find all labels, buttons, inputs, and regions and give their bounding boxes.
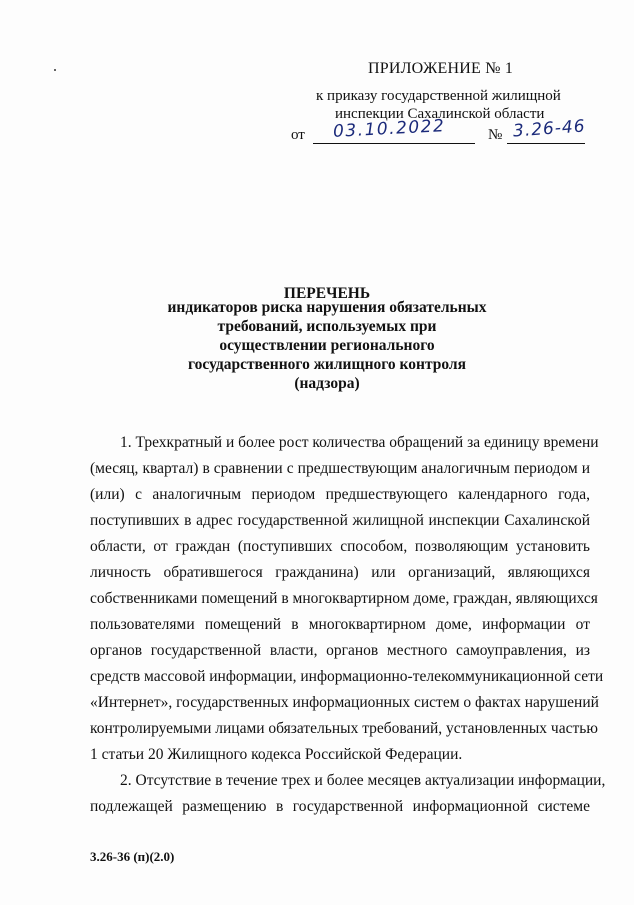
paragraph-1	[90, 430, 604, 768]
date-underline	[313, 143, 475, 144]
subtitle-line: государственного жилищного контроля	[188, 356, 466, 373]
appendix-title: ПРИЛОЖЕНИЕ № 1	[368, 60, 514, 77]
paragraph-line: поступивших в адрес государственной жилищной инспекции Сахалинской	[90, 512, 590, 529]
paragraph-2	[90, 768, 606, 820]
footer-code: 3.26-36 (п)(2.0)	[90, 849, 175, 864]
paragraph-line: подлежащей размещению в государственной информационной системе	[90, 798, 590, 815]
paragraph-line: собственниками помещений в многоквартирном доме, граждан, являющихся	[90, 590, 598, 607]
paragraph-line: личность обратившегося гражданина) или организаций, являющихся	[90, 564, 590, 581]
number-underline	[507, 143, 585, 144]
date-label: от	[291, 127, 305, 143]
paragraph-line: пользователями помещений в многоквартирном доме, информации от	[90, 616, 590, 633]
handwritten-date: 03.10.2022	[332, 116, 446, 142]
paragraph-line: (месяц, квартал) в сравнении с предшествующим аналогичным периодом и	[90, 460, 590, 477]
appendix-order-line-1: к приказу государственной жилищной	[316, 88, 561, 104]
handwritten-number: 3.26-46	[512, 116, 587, 142]
paragraph-line: области, от граждан (поступивших способом, позволяющим установить	[90, 538, 590, 555]
paragraph-line: органов государственной власти, органов местного самоуправления, из	[90, 642, 590, 659]
document-title: ПЕРЕЧЕНЬ	[283, 285, 371, 302]
appendix-order-line-2: инспекции Сахалинской области	[335, 106, 545, 122]
paragraph-line: контролируемыми лицами обязательных требований, установленных частью	[90, 720, 598, 737]
scan-speck	[54, 69, 56, 71]
document-subtitle	[0, 298, 634, 393]
paragraph-line: 2. Отсутствие в течение трех и более месяцев актуализации информации,	[120, 772, 606, 789]
date-number-row	[291, 116, 591, 145]
paragraph-line: «Интернет», государственных информационных систем о фактах нарушений	[90, 694, 599, 711]
subtitle-line: требований, используемых при	[217, 318, 437, 335]
subtitle-line: индикаторов риска нарушения обязательных	[167, 299, 487, 316]
paragraph-line: (или) с аналогичным периодом предшествующего календарного года,	[90, 486, 590, 503]
subtitle-line: осуществлении регионального	[219, 337, 435, 354]
paragraph-line: средств массовой информации, информационно-телекоммуникационной сети	[90, 668, 604, 685]
number-label: №	[488, 127, 503, 143]
paragraph-line: 1. Трехкратный и более рост количества обращений за единицу времени	[120, 434, 599, 451]
subtitle-line: (надзора)	[294, 375, 360, 392]
paragraph-line: 1 статьи 20 Жилищного кодекса Российской Федерации.	[90, 746, 463, 763]
